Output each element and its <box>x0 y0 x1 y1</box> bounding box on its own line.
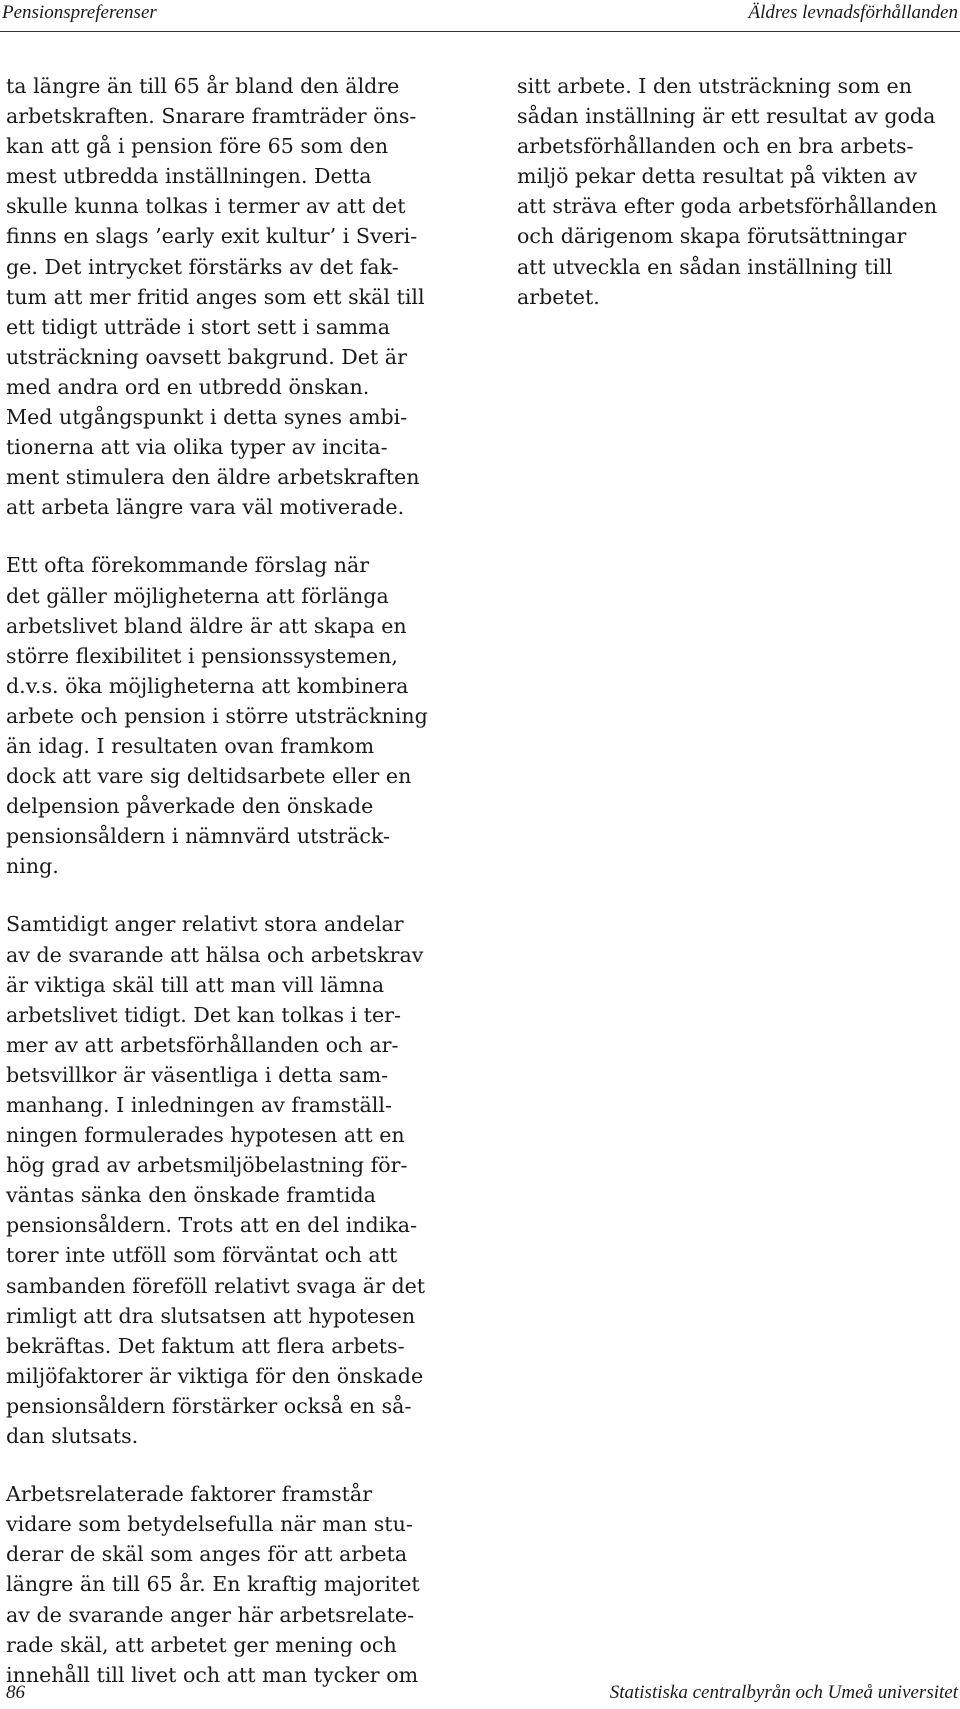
text-line: torer inte utföll som förväntat och att <box>6 1243 398 1268</box>
text-line: av de svarande att hälsa och arbetskrav <box>6 942 424 967</box>
text-line: sambanden föreföll relativt svaga är det <box>6 1273 426 1298</box>
text-line: pensionsåldern. Trots att en del indika- <box>6 1213 418 1238</box>
text-line: Med utgångspunkt i detta synes ambi- <box>6 405 408 430</box>
text-line: sitt arbete. I den utsträckning som en <box>517 74 913 98</box>
text-line: ett tidigt utträde i stort sett i samma <box>6 314 390 339</box>
text-line: utsträckning oavsett bakgrund. Det är <box>6 344 407 369</box>
text-line: rade skäl, att arbetet ger mening och <box>6 1632 397 1657</box>
text-line: d.v.s. öka möjligheterna att kombinera <box>6 673 409 698</box>
text-line: arbetslivet tidigt. Det kan tolkas i ter- <box>6 1002 401 1027</box>
text-line: större flexibilitet i pensionssystemen, <box>6 643 398 668</box>
text-line: väntas sänka den önskade framtida <box>6 1183 376 1208</box>
paragraph-conclusion <box>517 71 957 312</box>
text-line: pensionsåldern förstärker också en så- <box>6 1393 412 1418</box>
text-line: Arbetsrelaterade faktorer framstår <box>6 1482 373 1507</box>
text-line: arbetskraften. Snarare framträder öns- <box>6 104 417 129</box>
text-line: längre än till 65 år. En kraftig majoritet <box>6 1572 420 1597</box>
text-line: mer av att arbetsförhållanden och ar- <box>6 1032 399 1057</box>
text-line: finns en slags ’early exit kultur’ i Sveri- <box>6 224 418 249</box>
text-line: är viktiga skäl till att man vill lämna <box>6 972 385 997</box>
text-line: rimligt att dra slutsatsen att hypotesen <box>6 1303 416 1328</box>
text-line: att utveckla en sådan inställning till <box>517 254 893 279</box>
text-line: sådan inställning är ett resultat av goda <box>517 104 936 129</box>
text-line: skulle kunna tolkas i termer av att det <box>6 194 406 219</box>
text-line: delpension påverkade den önskade <box>6 794 374 819</box>
text-line: innehåll till livet och att man tycker om <box>6 1662 419 1687</box>
header-section-title: Pensionspreferenser <box>2 2 157 23</box>
running-header <box>0 0 960 32</box>
text-line: vidare som betydelsefulla när man stu- <box>6 1512 413 1537</box>
text-line: mest utbredda inställningen. Detta <box>6 164 372 189</box>
text-line: och därigenom skapa förutsättningar <box>517 224 907 249</box>
text-line: bekräftas. Det faktum att flera arbets- <box>6 1333 405 1358</box>
text-line: av de svarande anger här arbetsrelate- <box>6 1602 415 1627</box>
text-line: kan att gå i pension före 65 som den <box>6 134 389 159</box>
text-line: tionerna att via olika typer av incita- <box>6 435 388 460</box>
text-line: manhang. I inledningen av framställ- <box>6 1093 392 1117</box>
text-line: miljöfaktorer är viktiga för den önskade <box>6 1363 424 1388</box>
page-number: 86 <box>6 1682 25 1703</box>
text-line: miljö pekar detta resultat på vikten av <box>517 164 918 189</box>
text-line: ta längre än till 65 år bland den äldre <box>6 74 400 98</box>
text-line: Ett ofta förekommande förslag när <box>6 553 370 578</box>
text-line: arbetslivet bland äldre är att skapa en <box>6 613 407 638</box>
paragraph-flexibility <box>6 550 438 881</box>
text-line: arbete och pension i större utsträckning <box>6 703 428 728</box>
text-line: derar de skäl som anges för att arbeta <box>6 1542 408 1567</box>
paragraph-early-exit <box>6 71 438 522</box>
text-line: Samtidigt anger relativt stora andelar <box>6 912 404 937</box>
paragraph-work-reasons <box>6 1479 438 1690</box>
text-line: att sträva efter goda arbetsförhållanden <box>517 194 938 219</box>
text-line: ning. <box>6 854 59 879</box>
text-line: dock att vare sig deltidsarbete eller en <box>6 764 412 789</box>
paragraph-work-environment <box>6 909 438 1451</box>
text-line: pensionsåldern i nämnvärd utsträck- <box>6 824 390 849</box>
footer-publisher: Statistiska centralbyrån och Umeå universitet <box>609 1682 958 1703</box>
text-line: arbetet. <box>517 284 600 309</box>
text-line: tum att mer fritid anges som ett skäl till <box>6 284 425 309</box>
text-line: ment stimulera den äldre arbetskraften <box>6 465 420 490</box>
right-column <box>517 71 957 312</box>
text-line: hög grad av arbetsmiljöbelastning för- <box>6 1153 408 1178</box>
text-line: ningen formulerades hypotesen att en <box>6 1123 405 1148</box>
text-line: dan slutsats. <box>6 1424 139 1449</box>
text-line: betsvillkor är väsentliga i detta sam- <box>6 1062 389 1087</box>
text-line: än idag. I resultaten ovan framkom <box>6 733 375 758</box>
header-book-title: Äldres levnadsförhållanden <box>748 2 958 23</box>
text-line: att arbeta längre vara väl motiverade. <box>6 495 405 520</box>
text-line: det gäller möjligheterna att förlänga <box>6 583 389 608</box>
text-line: ge. Det intrycket förstärks av det fak- <box>6 254 399 279</box>
text-line: arbetsförhållanden och en bra arbets- <box>517 134 914 159</box>
left-column <box>6 71 438 1690</box>
text-line: med andra ord en utbredd önskan. <box>6 374 370 399</box>
